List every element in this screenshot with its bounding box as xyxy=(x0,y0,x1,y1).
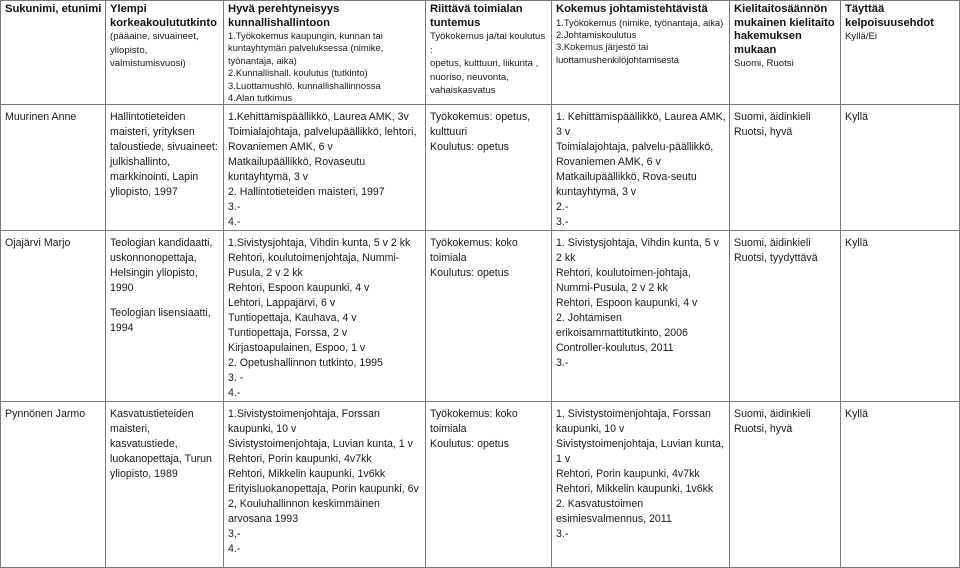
header-language xyxy=(730,1,841,105)
header-sector xyxy=(426,1,552,105)
header-leadership-sub-2: 2.Johtamiskoulutus xyxy=(556,28,637,40)
language-cell-line: Ruotsi, hyvä xyxy=(734,126,793,139)
candidate-name-text: Pynnönen Jarmo xyxy=(5,408,86,421)
leadership-cell-line: 3.- xyxy=(556,357,569,370)
table-row xyxy=(1,231,960,402)
municipal-cell-line: 2. Opetushallinnon tutkinto, 1995 xyxy=(228,357,383,370)
header-name xyxy=(1,1,106,105)
leadership-cell-line: Rehtori, Espoon kaupunki, 4 v xyxy=(556,297,698,310)
leadership-cell-line: 1, Sivistystoimenjohtaja, Forssan kaupunki, 10 v xyxy=(556,408,711,436)
eligible-cell-text: Kyllä xyxy=(845,408,868,421)
header-municipal-sub-1: 1.Työkokemus kaupungin, kunnan tai kuntayhtymän palveluksessa (nimike, työnantaja, aika) xyxy=(228,30,384,66)
leadership-cell-line: Sivistystoimenjohtaja, Luvian kunta, 1 v xyxy=(556,438,724,466)
header-leadership-sub-3: 3.Kokemus järjestö tai luottamushenkilöjohtamisesta xyxy=(556,41,679,65)
header-eligible-title: Täyttää kelpoisuusehdot xyxy=(845,3,934,29)
leadership-cell xyxy=(552,231,730,402)
municipal-cell-line: Tuntiopettaja, Kauhava, 4 v xyxy=(228,312,357,325)
municipal-cell-line: Rehtori, Espoon kaupunki, 4 v xyxy=(228,282,370,295)
language-cell-line: Suomi, äidinkieli xyxy=(734,237,811,250)
eligible-cell-text: Kyllä xyxy=(845,237,868,250)
header-municipal-sub-3: 3.Luottamushlö. kunnallishallinnossa xyxy=(228,79,381,91)
leadership-cell-line: Rehtori, Mikkelin kaupunki, 1v6kk xyxy=(556,483,714,496)
leadership-cell-line: 3.- xyxy=(556,216,569,229)
header-municipal-sub-4: 4.Alan tutkimus xyxy=(228,92,293,104)
language-cell xyxy=(730,402,841,568)
candidate-name xyxy=(1,402,106,568)
municipal-cell-line: 2. Hallintotieteiden maisteri, 1997 xyxy=(228,186,385,199)
eligible-cell xyxy=(841,105,960,231)
header-row xyxy=(1,1,960,105)
sector-cell-line: Työkokemus: opetus, kulttuuri xyxy=(430,111,531,139)
leadership-cell xyxy=(552,105,730,231)
leadership-cell-line: Rehtori, koulutoimen-johtaja, Nummi-Pusula, 2 v 2 kk xyxy=(556,267,691,295)
leadership-cell-line: 3.- xyxy=(556,528,569,541)
candidate-name-text: Muurinen Anne xyxy=(5,111,77,124)
header-sector-title: Riittävä toimialan tuntemus xyxy=(430,3,523,29)
leadership-cell-line: 1. Kehittämispäällikkö, Laurea AMK, 3 v xyxy=(556,111,726,139)
municipal-cell-line: 1.Sivistystoimenjohtaja, Forssan kaupunki, 10 v xyxy=(228,408,380,436)
municipal-cell-line: Sivistystoimenjohtaja, Luvian kunta, 1 v xyxy=(228,438,413,451)
header-leadership-sub-1: 1.Työkokemus (nimike, työnantaja, aika) xyxy=(556,16,724,28)
degree-cell-line: Teologian lisensiaatti, 1994 xyxy=(110,307,211,335)
municipal-cell xyxy=(224,231,426,402)
language-cell-line: Suomi, äidinkieli xyxy=(734,111,811,124)
table-row xyxy=(1,105,960,231)
degree-cell xyxy=(106,231,224,402)
municipal-cell-line: Rehtori, Mikkelin kaupunki, 1v6kk xyxy=(228,468,386,481)
header-municipal-title: Hyvä perehtyneisyys kunnallishallintoon xyxy=(228,3,340,29)
sector-cell-line: Koulutus: opetus xyxy=(430,267,509,280)
sector-cell-line: Työkokemus: koko toimiala xyxy=(430,237,518,265)
sector-cell xyxy=(426,231,552,402)
table-row xyxy=(1,402,960,568)
municipal-cell-line: 3.- xyxy=(228,201,241,214)
eligible-cell-text: Kyllä xyxy=(845,111,868,124)
header-sector-sub-2: opetus, kulttuuri, liikunta , nuoriso, neuvonta, vahaiskasvatus xyxy=(430,58,539,96)
degree-cell-line: Teologian kandidaatti, uskonnonopettaja, Helsingin yliopisto, 1990 xyxy=(110,237,213,295)
header-municipal xyxy=(224,1,426,105)
municipal-cell-line: 4.- xyxy=(228,387,241,400)
header-sector-sub-1: Työkokemus ja/tai koulutus : xyxy=(430,31,546,56)
header-language-sub: Suomi, Ruotsi xyxy=(734,58,794,69)
municipal-cell-line: Matkailupäällikkö, Rovaseutu kuntayhtymä, 3 v xyxy=(228,156,366,184)
language-cell-line: Ruotsi, tyydyttävä xyxy=(734,252,818,265)
municipal-cell-line: Tuntiopettaja, Forssa, 2 v xyxy=(228,327,348,340)
header-eligible-sub: Kyllä/Ei xyxy=(845,31,877,42)
header-eligible xyxy=(841,1,960,105)
header-degree-title: Ylempi korkeakoulututkinto xyxy=(110,3,217,29)
candidate-name-text: Ojajärvi Marjo xyxy=(5,237,71,250)
candidate-name xyxy=(1,231,106,402)
sector-cell-line: Työkokemus: koko toimiala xyxy=(430,408,518,436)
leadership-cell-line: 2.- xyxy=(556,201,569,214)
leadership-cell-line: 2. Johtamisen erikoisammattitutkinto, 2006 xyxy=(556,312,688,340)
municipal-cell-line: Rehtori, Porin kaupunki, 4v7kk xyxy=(228,453,372,466)
municipal-cell-line: Kirjastoapulainen, Espoo, 1 v xyxy=(228,342,366,355)
degree-cell-line: Kasvatustieteiden maisteri, kasvatustiede, luokanopettaja, Turun yliopisto, 1989 xyxy=(110,408,212,481)
sector-cell xyxy=(426,402,552,568)
municipal-cell-line: 3. - xyxy=(228,372,244,385)
municipal-cell-line: 4.- xyxy=(228,543,241,556)
municipal-cell-line: Rehtori, koulutoimenjohtaja, Nummi-Pusula, 2 v 2 kk xyxy=(228,252,400,280)
degree-cell xyxy=(106,105,224,231)
leadership-cell-line: 2. Kasvatustoimen esimiesvalmennus, 2011 xyxy=(556,498,672,526)
sector-cell-line: Koulutus: opetus xyxy=(430,141,509,154)
degree-cell xyxy=(106,402,224,568)
language-cell-line: Ruotsi, hyvä xyxy=(734,423,793,436)
municipal-cell-line: 1.Kehittämispäällikkö, Laurea AMK, 3v xyxy=(228,111,409,124)
municipal-cell-line: 2, Kouluhallinnon keskimmäinen arvosana 1993 xyxy=(228,498,380,526)
municipal-cell-line: Lehtori, Lappajärvi, 6 v xyxy=(228,297,336,310)
municipal-cell xyxy=(224,402,426,568)
language-cell-line: Suomi, äidinkieli xyxy=(734,408,811,421)
leadership-cell-line: Rehtori, Porin kaupunki, 4v7kk xyxy=(556,468,700,481)
table-body xyxy=(1,1,960,568)
header-leadership xyxy=(552,1,730,105)
municipal-cell-line: 4.- xyxy=(228,216,241,229)
municipal-cell-line: 1.Sivistysjohtaja, Vihdin kunta, 5 v 2 kk xyxy=(228,237,411,250)
leadership-cell-line: Toimialajohtaja, palvelu-päällikkö, Rovaniemen AMK, 6 v xyxy=(556,141,714,169)
spacer xyxy=(110,296,220,306)
language-cell xyxy=(730,105,841,231)
leadership-cell-line: Matkailupäällikkö, Rova-seutu kuntayhtymä, 3 v xyxy=(556,171,697,199)
municipal-cell-line: Toimialajohtaja, palvelupäällikkö, lehtori, Rovaniemen AMK, 6 v xyxy=(228,126,417,154)
eligible-cell xyxy=(841,402,960,568)
degree-cell-line: Hallintotieteiden maisteri, yrityksen taloustiede, sivuaineet: julkishallinto, markkinointi, Lapin yliopisto, 1997 xyxy=(110,111,218,199)
municipal-cell-line: 3,- xyxy=(228,528,241,541)
header-degree-sub: (pääaine, sivuaineet, yliopisto, valmistumisvuosi) xyxy=(110,31,199,69)
eligible-cell xyxy=(841,231,960,402)
header-degree xyxy=(106,1,224,105)
municipal-cell xyxy=(224,105,426,231)
header-language-title: Kielitaitosäännön mukainen kielitaito hakemuksen mukaan xyxy=(734,3,835,56)
leadership-cell-line: Controller-koulutus, 2011 xyxy=(556,342,674,355)
header-leadership-title: Kokemus johtamistehtävistä xyxy=(556,3,708,15)
header-name-title: Sukunimi, etunimi xyxy=(5,3,102,15)
leadership-cell-line: 1. Sivistysjohtaja, Vihdin kunta, 5 v 2 kk xyxy=(556,237,719,265)
candidate-name xyxy=(1,105,106,231)
sector-cell xyxy=(426,105,552,231)
municipal-cell-line: Erityisluokanopettaja, Porin kaupunki, 6v xyxy=(228,483,419,496)
leadership-cell xyxy=(552,402,730,568)
header-municipal-sub-2: 2.Kunnallishall. koulutus (tutkinto) xyxy=(228,67,368,79)
language-cell xyxy=(730,231,841,402)
sector-cell-line: Koulutus: opetus xyxy=(430,438,509,451)
